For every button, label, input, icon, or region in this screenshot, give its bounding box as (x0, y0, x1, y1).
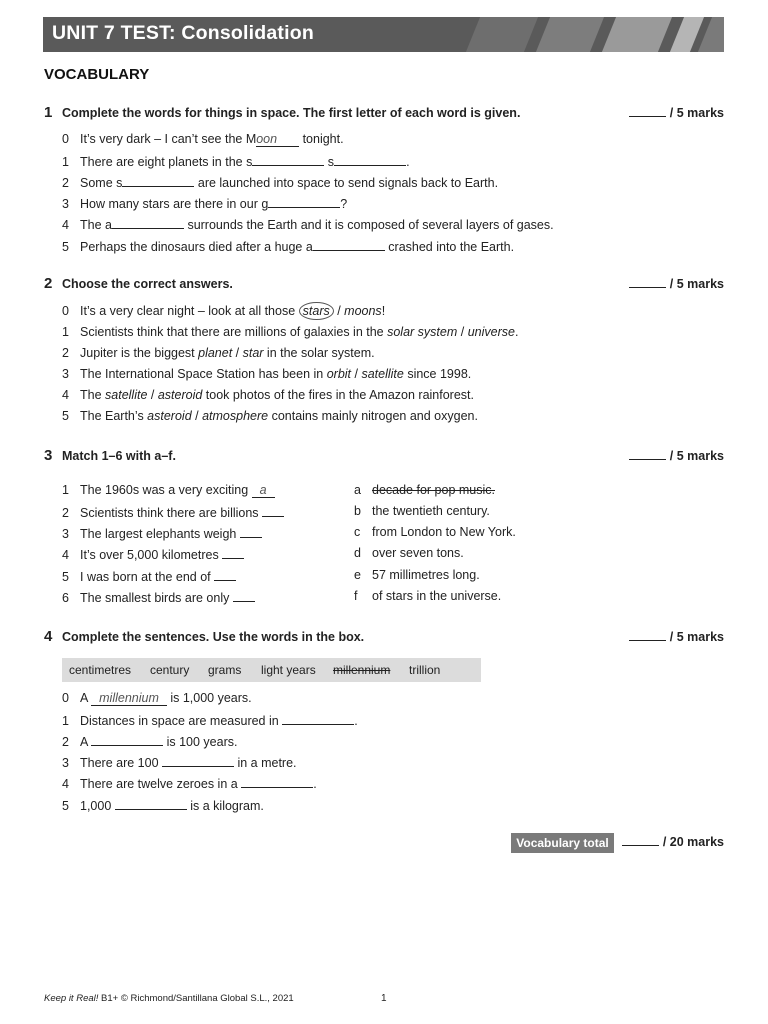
question-3-header (44, 449, 724, 467)
page-number: 1 (381, 993, 387, 1004)
list-item: 2 Jupiter is the biggest planet / star in the solar system. (62, 346, 375, 360)
answer-blank[interactable] (222, 546, 244, 559)
answer-blank[interactable] (233, 589, 255, 602)
match-right-item: e 57 millimetres long. (354, 568, 480, 582)
match-left-item: 2 Scientists think there are billions (62, 504, 284, 522)
match-left-item: 4 It’s over 5,000 kilometres (62, 546, 244, 564)
answer-blank[interactable] (252, 153, 324, 166)
list-item: 0 A millennium is 1,000 years. (62, 691, 252, 705)
question-1-header (44, 106, 724, 124)
question-instruction: Complete the sentences. Use the words in the box. (62, 630, 365, 644)
answer-blank[interactable] (115, 797, 187, 810)
question-instruction: Match 1–6 with a–f. (62, 449, 176, 463)
match-left-item: 3 The largest elephants weigh (62, 525, 262, 543)
answer-blank[interactable] (112, 216, 184, 229)
title-banner (43, 17, 724, 52)
word-item: century (150, 663, 190, 677)
option[interactable]: orbit (326, 367, 352, 381)
vocabulary-total-label: Vocabulary total (511, 833, 614, 853)
marks-label: / 5 marks (629, 106, 724, 120)
list-item: 5 1,000 is a kilogram. (62, 799, 264, 813)
match-left-item: 6 The smallest birds are only (62, 589, 255, 607)
answer-blank[interactable] (268, 195, 340, 208)
word-item-used: millennium (333, 663, 391, 677)
marks-label: / 5 marks (629, 277, 724, 291)
option[interactable]: universe (467, 325, 515, 339)
section-title: VOCABULARY (44, 66, 150, 83)
list-item: 0 It’s a very clear night – look at all those stars / moons! (62, 304, 386, 318)
list-item: 2 A is 100 years. (62, 735, 238, 749)
option[interactable]: planet (198, 346, 233, 360)
answer-blank[interactable] (334, 153, 406, 166)
answer-blank[interactable] (262, 504, 284, 517)
option[interactable]: satellite (105, 388, 148, 402)
list-item: 1 Scientists think that there are millions of galaxies in the solar system / universe. (62, 325, 519, 339)
option[interactable]: moons (344, 304, 382, 318)
question-instruction: Choose the correct answers. (62, 277, 233, 291)
list-item: 3 The International Space Station has been in orbit / satellite since 1998. (62, 367, 472, 381)
list-item: 4 The satellite / asteroid took photos of the fires in the Amazon rainforest. (62, 388, 474, 402)
option[interactable]: atmosphere (202, 409, 269, 423)
word-box (62, 658, 481, 682)
match-right-item: a decade for pop music. (354, 483, 495, 497)
question-number: 1 (44, 104, 53, 121)
list-item: 4 The a surrounds the Earth and it is composed of several layers of gases. (62, 218, 554, 232)
score-blank[interactable] (629, 106, 666, 117)
list-item: 1 There are eight planets in the s s . (62, 155, 410, 169)
match-left-item: 1 The 1960s was a very exciting a (62, 483, 275, 501)
question-instruction: Complete the words for things in space. The first letter of each word is given. (62, 106, 521, 120)
question-2-header (44, 277, 724, 295)
match-right-item: d over seven tons. (354, 546, 464, 560)
list-item: 3 There are 100 in a metre. (62, 756, 297, 770)
word-item: trillion (409, 663, 441, 677)
score-blank[interactable] (622, 835, 659, 846)
list-item: 4 There are twelve zeroes in a . (62, 777, 317, 791)
page-title: UNIT 7 TEST: Consolidation (52, 22, 314, 44)
option[interactable]: solar system (387, 325, 458, 339)
match-right-item: c from London to New York. (354, 525, 516, 539)
word-item: light years (261, 663, 316, 677)
list-item: 3 How many stars are there in our g ? (62, 197, 348, 211)
answer-blank[interactable] (122, 174, 194, 187)
word-item: centimetres (69, 663, 132, 677)
score-blank[interactable] (629, 630, 666, 641)
list-item: 1 Distances in space are measured in . (62, 714, 358, 728)
word-item: grams (208, 663, 242, 677)
total-marks: / 20 marks (622, 835, 724, 849)
list-item: 2 Some s are launched into space to send signals back to Earth. (62, 176, 499, 190)
option-selected[interactable]: stars (299, 302, 334, 320)
answer-blank[interactable] (162, 754, 234, 767)
answer-blank[interactable] (313, 238, 385, 251)
match-right-item: f of stars in the universe. (354, 589, 502, 603)
answer-blank[interactable] (214, 568, 236, 581)
list-item: 5 The Earth’s asteroid / atmosphere contains mainly nitrogen and oxygen. (62, 409, 478, 423)
list-item: 0 It’s very dark – I can’t see the Moon tonight. (62, 132, 344, 146)
answer-example: oon (256, 132, 299, 147)
option[interactable]: asteroid (157, 388, 203, 402)
answer-example: a (252, 483, 275, 498)
question-number: 4 (44, 628, 53, 645)
answer-blank[interactable] (91, 733, 163, 746)
match-right-item: b the twentieth century. (354, 504, 490, 518)
question-4-header (44, 630, 724, 648)
question-number: 2 (44, 275, 53, 292)
score-blank[interactable] (629, 277, 666, 288)
option[interactable]: satellite (361, 367, 404, 381)
question-number: 3 (44, 447, 53, 464)
marks-label: / 5 marks (629, 630, 724, 644)
score-blank[interactable] (629, 449, 666, 460)
answer-example: millennium (91, 691, 167, 706)
option[interactable]: star (242, 346, 264, 360)
answer-blank[interactable] (282, 712, 354, 725)
footer-copyright: Keep it Real! B1+ © Richmond/Santillana Global S.L., 2021 (44, 993, 294, 1004)
answer-blank[interactable] (241, 775, 313, 788)
marks-label: / 5 marks (629, 449, 724, 463)
match-left-item: 5 I was born at the end of (62, 568, 236, 586)
answer-blank[interactable] (240, 525, 262, 538)
list-item: 5 Perhaps the dinosaurs died after a huge a crashed into the Earth. (62, 240, 515, 254)
option[interactable]: asteroid (147, 409, 192, 423)
used-option: decade for pop music. (372, 483, 495, 497)
